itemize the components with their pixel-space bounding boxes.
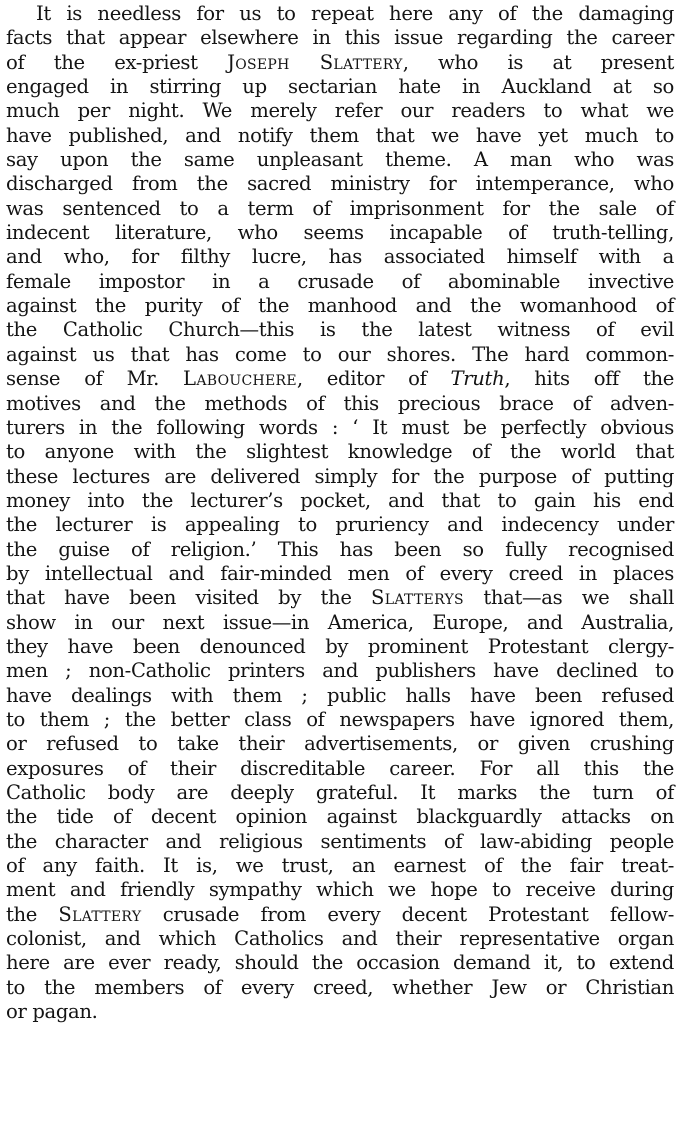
text-run: the Catholic Church—this is the latest witness of evil bbox=[6, 318, 674, 342]
text-run: that—as we shall bbox=[463, 586, 675, 610]
text-line bbox=[6, 732, 674, 756]
text-run: , editor of bbox=[296, 367, 451, 391]
text-line bbox=[6, 878, 674, 902]
text-run: have published, and notify them that we have yet much to bbox=[6, 123, 674, 147]
article-paragraph bbox=[6, 2, 674, 1024]
small-caps-name: Slatterys bbox=[371, 586, 464, 610]
text-line bbox=[6, 708, 674, 732]
text-run: to anyone with the slightest knowledge of the world that bbox=[6, 440, 674, 464]
text-run: or pagan. bbox=[6, 1000, 98, 1024]
small-caps-name: Joseph Slattery bbox=[227, 50, 403, 74]
text-run: have dealings with them ; public halls have been refused bbox=[6, 683, 674, 707]
text-line bbox=[6, 148, 674, 172]
text-run: ment and friendly sympathy which we hope to receive during bbox=[6, 878, 674, 902]
text-run: against us that has come to our shores. The hard common- bbox=[6, 342, 674, 366]
text-run: by intellectual and fair-minded men of every creed in places bbox=[6, 561, 674, 585]
text-line bbox=[6, 197, 674, 221]
text-run: Catholic body are deeply grateful. It marks the turn of bbox=[6, 781, 674, 804]
text-line bbox=[6, 976, 674, 1000]
text-line bbox=[6, 781, 674, 805]
text-line bbox=[6, 684, 674, 708]
text-line bbox=[6, 489, 674, 513]
text-run: show in our next issue—in America, Europe, and Australia, bbox=[6, 610, 674, 634]
text-run: the character and religious sentiments of law-abiding people bbox=[6, 829, 674, 853]
text-line bbox=[6, 75, 674, 99]
text-line bbox=[6, 392, 674, 416]
text-run: female impostor in a crusade of abominable invective bbox=[6, 269, 674, 293]
text-run: say upon the same unpleasant theme. A man who was bbox=[6, 148, 674, 172]
text-run: crusade from every decent Protestant fellow- bbox=[141, 902, 674, 926]
text-line bbox=[6, 318, 674, 342]
text-line bbox=[6, 124, 674, 148]
text-run: they have been denounced by prominent Protestant clergy- bbox=[6, 634, 674, 658]
text-run: here are ever ready, should the occasion demand it, to extend bbox=[6, 951, 674, 975]
text-run: the guise of religion.’ This has been so fully recognised bbox=[6, 537, 674, 561]
text-run: facts that appear elsewhere in this issue regarding the career bbox=[6, 26, 674, 50]
text-run: to them ; the better class of newspapers have ignored them, bbox=[6, 707, 674, 731]
text-line bbox=[6, 635, 674, 659]
text-line bbox=[6, 2, 674, 26]
text-line bbox=[6, 367, 674, 391]
text-run: colonist, and which Catholics and their representative organ bbox=[6, 927, 674, 951]
text-run: that have been visited by the bbox=[6, 586, 372, 610]
text-run: engaged in stirring up sectarian hate in Auckland at so bbox=[6, 75, 674, 99]
text-run: these lectures are delivered simply for the purpose of putting bbox=[6, 464, 674, 488]
text-line bbox=[6, 465, 674, 489]
small-caps-name: Slattery bbox=[58, 902, 142, 926]
text-line bbox=[6, 343, 674, 367]
text-line bbox=[6, 294, 674, 318]
text-line bbox=[6, 538, 674, 562]
text-line bbox=[6, 26, 674, 50]
text-line bbox=[6, 805, 674, 829]
text-run: men ; non-Catholic printers and publishers have declined to bbox=[6, 659, 674, 683]
text-run: much per night. We merely refer our readers to what we bbox=[6, 99, 674, 123]
text-run: of any faith. It is, we trust, an earnest of the fair treat- bbox=[6, 854, 674, 878]
text-run: money into the lecturer’s pocket, and that to gain his end bbox=[6, 488, 674, 512]
text-line bbox=[6, 245, 674, 269]
text-line bbox=[6, 903, 674, 927]
article-column bbox=[6, 2, 674, 1024]
text-line bbox=[6, 611, 674, 635]
text-line bbox=[6, 513, 674, 537]
text-run: It is needless for us to repeat here any of the damaging bbox=[36, 2, 674, 25]
text-run: or refused to take their advertisements, or given crushing bbox=[6, 732, 674, 756]
text-run: of the ex-priest bbox=[6, 50, 228, 74]
text-line bbox=[6, 1000, 674, 1024]
text-run: was sentenced to a term of imprisonment for the sale of bbox=[6, 196, 674, 220]
text-run: the lecturer is appealing to pruriency and indecency under bbox=[6, 513, 674, 537]
italic-title: Truth bbox=[450, 367, 505, 391]
text-run: , hits off the bbox=[504, 367, 675, 391]
text-line bbox=[6, 854, 674, 878]
small-caps-name: Labouchere bbox=[183, 367, 297, 391]
text-run: turers in the following words : ‘ It must be perfectly obvious bbox=[6, 415, 674, 439]
text-line bbox=[6, 586, 674, 610]
text-line bbox=[6, 221, 674, 245]
text-line bbox=[6, 416, 674, 440]
text-line bbox=[6, 562, 674, 586]
text-run: , who is at present bbox=[402, 50, 674, 74]
text-run: the tide of decent opinion against blackguardly attacks on bbox=[6, 805, 674, 829]
text-line bbox=[6, 99, 674, 123]
text-line bbox=[6, 830, 674, 854]
text-line bbox=[6, 270, 674, 294]
text-line bbox=[6, 951, 674, 975]
text-run: indecent literature, who seems incapable of truth-telling, bbox=[6, 221, 674, 245]
text-run: against the purity of the manhood and the womanhood of bbox=[6, 294, 674, 318]
text-line bbox=[6, 927, 674, 951]
text-run: sense of Mr. bbox=[6, 367, 184, 391]
text-line bbox=[6, 757, 674, 781]
text-run: to the members of every creed, whether Jew or Christian bbox=[6, 975, 674, 999]
text-run: discharged from the sacred ministry for intemperance, who bbox=[6, 172, 674, 196]
text-line bbox=[6, 51, 674, 75]
text-run: the bbox=[6, 902, 59, 926]
text-run: exposures of their discreditable career. For all this the bbox=[6, 756, 674, 780]
text-run: and who, for filthy lucre, has associated himself with a bbox=[6, 245, 674, 269]
text-run: motives and the methods of this precious brace of adven- bbox=[6, 391, 674, 415]
text-line bbox=[6, 440, 674, 464]
text-line bbox=[6, 659, 674, 683]
text-line bbox=[6, 172, 674, 196]
